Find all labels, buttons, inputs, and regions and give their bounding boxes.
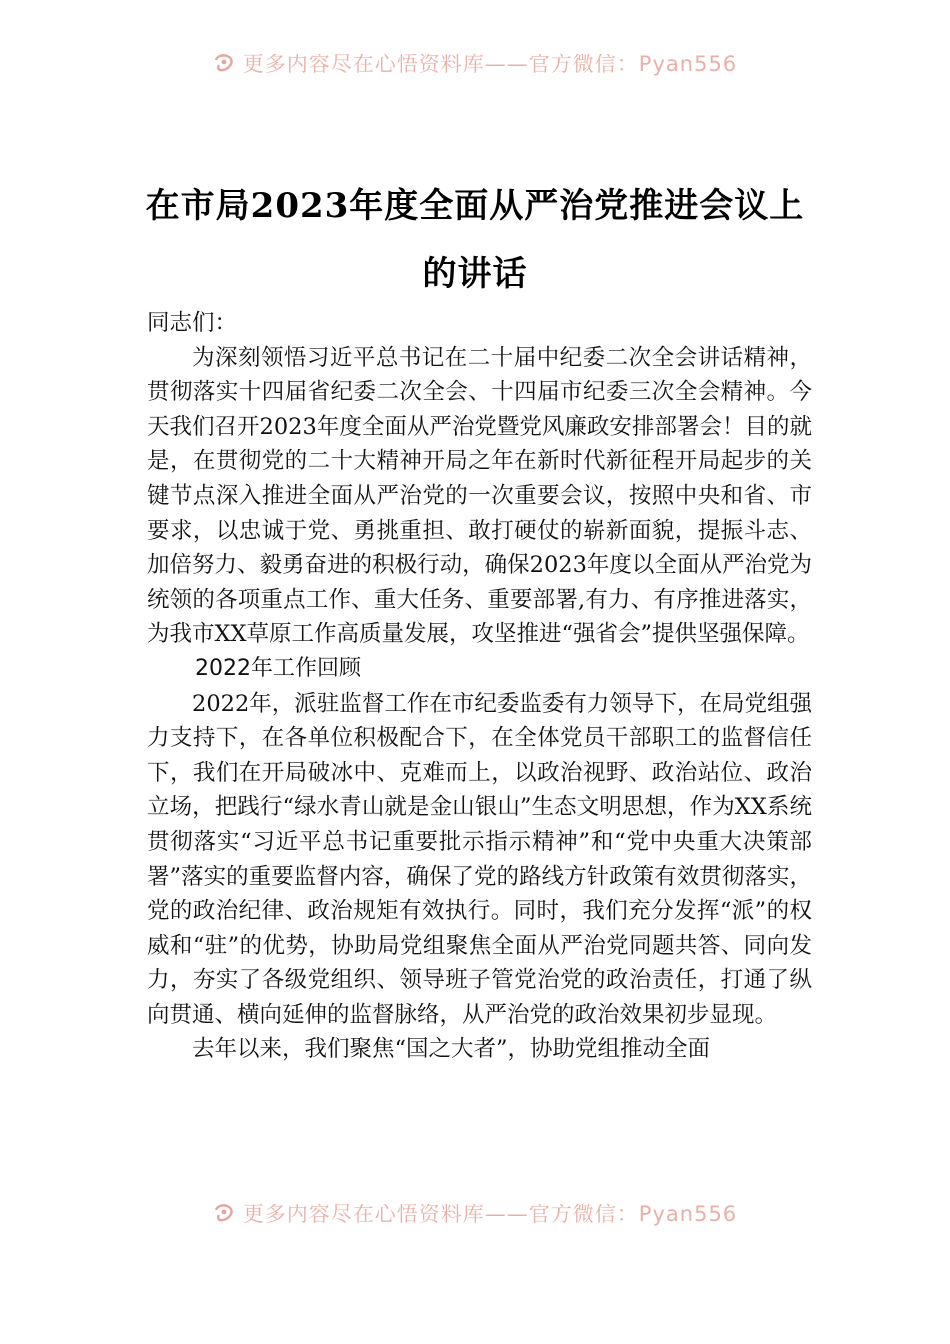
salutation: 同志们： xyxy=(147,310,238,336)
watermark-logo-icon xyxy=(213,54,235,74)
document-body xyxy=(147,306,812,1067)
paragraph-continued: 去年以来，我们聚焦“国之大者”，协助党组推动全面 xyxy=(192,1036,711,1063)
document-title-line-2: 的讲话 xyxy=(422,254,528,294)
document-title-line-1: 在市局2023年度全面从严治党推进会议上 xyxy=(145,186,805,226)
watermark-text: 更多内容尽在心悟资料库——官方微信：Pyan556 xyxy=(242,1204,738,1226)
paragraph-review: 2022年，派驻监督工作在市纪委监委有力领导下，在局党组强力支持下，在各单位积极配合下，在全体党员干部职工的监督信任下，我们在开局破冰中、克难而上，以政治视野、政治站位、政治立场，把践行“绿水青山就是金山银山”生态文明思想，作为XX系统贯彻落实“习近平总书记重要批示指示精神”和“党中央重大决策部署”落实的重要监督内容，确保了党的路线方针政策有效贯彻落实，党的政治纪律、政治规矩有效执行。同时，我们充分发挥“派”的权威和“驻”的优势，协助局党组聚焦全面从严治党同题共答、同向发力，夯实了各级党组织、领导班子管党治党的政治责任，打通了纵向贯通、横向延伸的监督脉络，从严治党的政治效果初步显现。 xyxy=(147,690,812,1028)
watermark-footer xyxy=(0,1204,950,1234)
watermark-logo-icon xyxy=(213,1204,235,1224)
watermark-text: 更多内容尽在心悟资料库——官方微信：Pyan556 xyxy=(242,54,738,76)
section-heading: 2022年工作回顾 xyxy=(195,655,361,681)
watermark-header xyxy=(0,54,950,84)
paragraph-intro: 为深刻领悟习近平总书记在二十届中纪委二次全会讲话精神，贯彻落实十四届省纪委二次全会、十四届市纪委三次全会精神。今天我们召开2023年度全面从严治党暨党风廉政安排部署会！目的就是，在贯彻党的二十大精神开局之年在新时代新征程开局起步的关键节点深入推进全面从严治党的一次重要会议，按照中央和省、市要求，以忠诚于党、勇挑重担、敢打硬仗的崭新面貌，提振斗志、加倍努力、毅勇奋进的积极行动，确保2023年度以全面从严治党为统领的各项重点工作、重大任务、重要部署,有力、有序推进落实，为我市XX草原工作高质量发展，攻坚推进“强省会”提供坚强保障。 xyxy=(147,344,812,648)
